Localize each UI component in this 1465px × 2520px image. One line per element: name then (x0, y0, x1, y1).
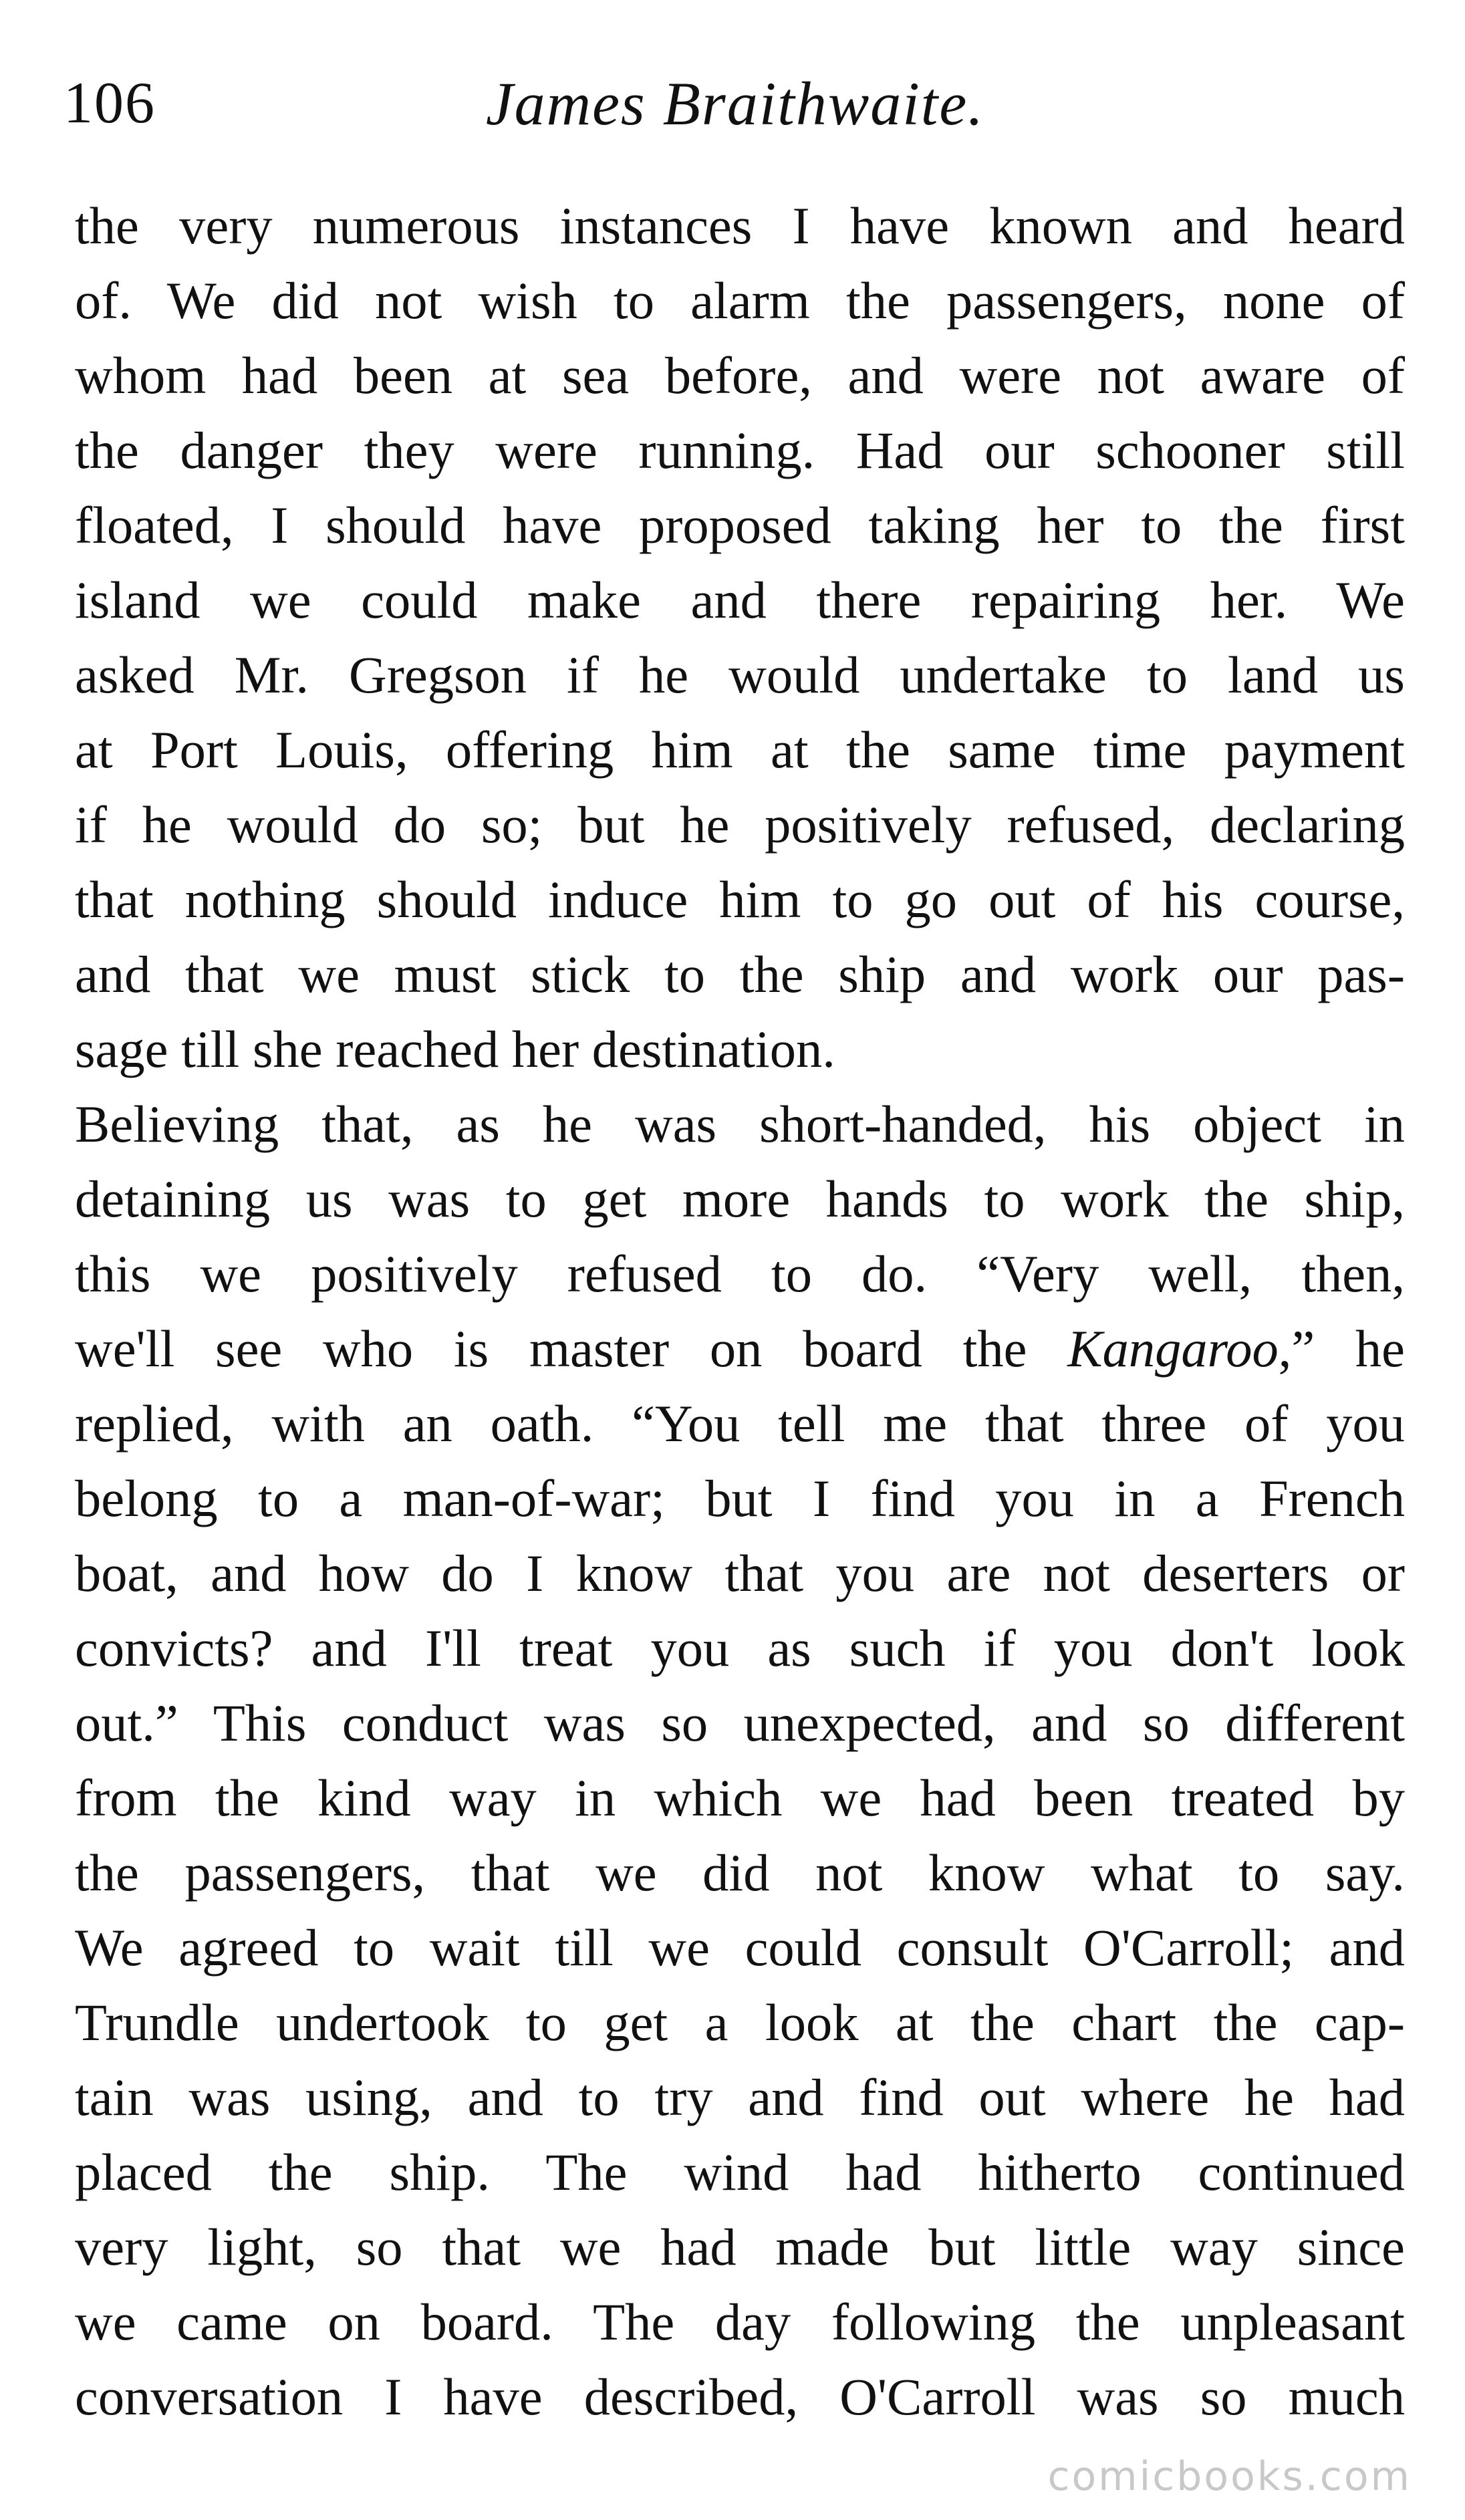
text-line: very light, so that we had made but little way since (75, 2218, 1405, 2276)
text-line: We agreed to wait till we could consult O'Carroll; and (75, 1918, 1405, 1977)
paragraph-2 (75, 1087, 1405, 2434)
text-line: placed the ship. The wind had hitherto continued (75, 2143, 1405, 2201)
text-line: island we could make and there repairing her. We (75, 571, 1405, 629)
text-line: at Port Louis, offering him at the same time payment (75, 721, 1405, 779)
text-line: boat, and how do I know that you are not deserters or (75, 1544, 1405, 1602)
text-line: detaining us was to get more hands to work the ship, (75, 1170, 1405, 1228)
text-line: and that we must stick to the ship and work our pas- (75, 945, 1405, 1003)
text-line: Believing that, as he was short-handed, his object in (75, 1095, 1405, 1153)
text-line: Trundle undertook to get a look at the chart the cap- (75, 1993, 1405, 2051)
text-line: convicts? and I'll treat you as such if you don't look (75, 1619, 1405, 1677)
text-line: sage till she reached her destination. (75, 1020, 835, 1078)
text-line: whom had been at sea before, and were not aware of (75, 346, 1405, 404)
text-line: conversation I have described, O'Carroll was so much (75, 2368, 1405, 2426)
text-line: that nothing should induce him to go out of his course, (75, 870, 1405, 928)
body-text (75, 188, 1405, 2434)
text-line: the very numerous instances I have known and heard (75, 197, 1405, 255)
text-line: asked Mr. Gregson if he would undertake to land us (75, 646, 1405, 704)
text-line: of. We did not wish to alarm the passengers, none of (75, 271, 1405, 330)
text-line: the passengers, that we did not know what to say. (75, 1844, 1405, 1902)
text-line: the danger they were running. Had our schooner still (75, 421, 1405, 479)
text-line: if he would do so; but he positively refused, declaring (75, 795, 1405, 854)
text-line: we came on board. The day following the unpleasant (75, 2293, 1405, 2351)
ship-name: Kangaroo (1067, 1319, 1279, 1378)
page-header (63, 60, 1407, 147)
text-line: belong to a man-of-war; but I find you in a French (75, 1469, 1405, 1527)
text-line: from the kind way in which we had been treated by (75, 1769, 1405, 1827)
text-line: out.” This conduct was so unexpected, and so different (75, 1694, 1405, 1752)
text-line: we'll see who is master on board the Kangaroo,” he (75, 1319, 1405, 1378)
running-title: James Braithwaite. (485, 70, 985, 138)
text-line: tain was using, and to try and find out where he had (75, 2068, 1405, 2126)
page-number: 106 (63, 71, 156, 136)
text-line: floated, I should have proposed taking her to the first (75, 496, 1405, 554)
watermark: comicbooks.com (1047, 2453, 1412, 2500)
text-line: this we positively refused to do. “Very well, then, (75, 1245, 1405, 1303)
paragraph-1 (75, 188, 1405, 1087)
text-line: replied, with an oath. “You tell me that three of you (75, 1394, 1405, 1453)
